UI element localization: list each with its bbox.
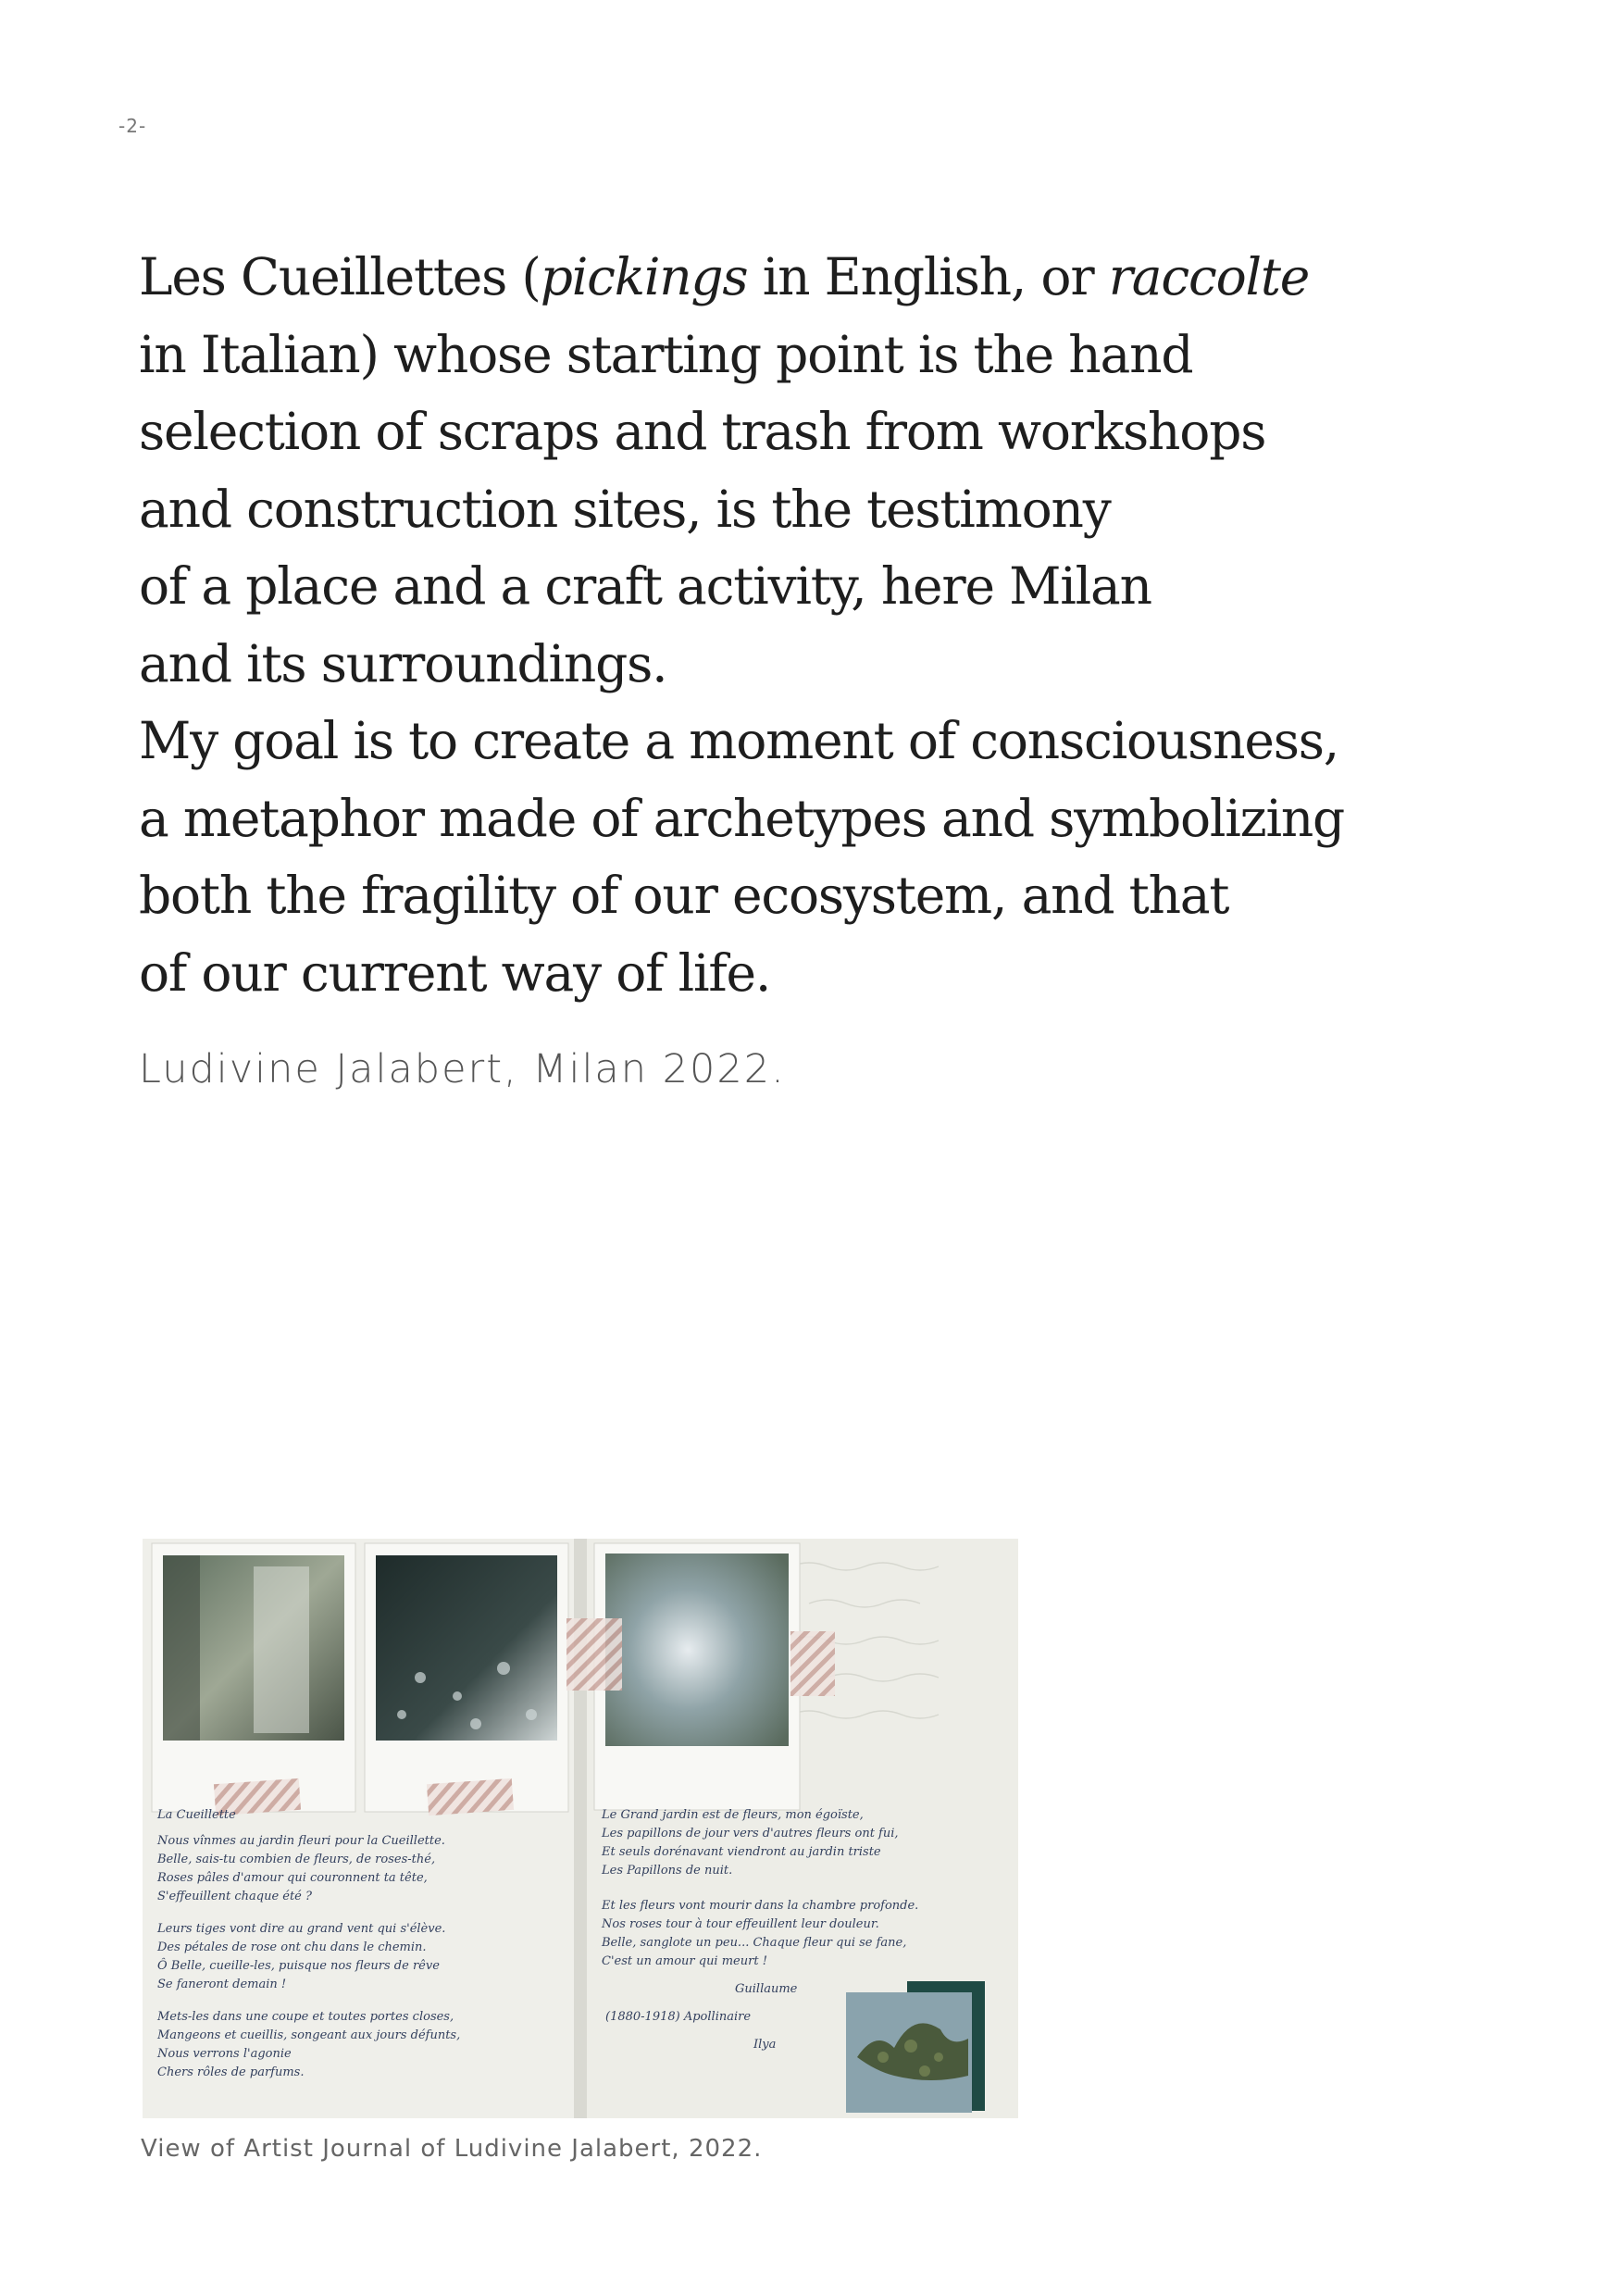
hw-left-6: Des pétales de rose ont chu dans le chemin. [157, 1940, 427, 1954]
hw-right-1: Les papillons de jour vers d'autres fleurs ont fui, [602, 1827, 899, 1841]
hw-left-10: Mangeons et cueillis, songeant aux jours défunts, [157, 2028, 461, 2042]
body-line-6: and its surroundings. [139, 633, 667, 693]
hw-left-8: Se faneront demain ! [157, 1978, 287, 1991]
body-line-9: both the fragility of our ecosystem, and that [139, 866, 1229, 925]
hw-right-4: Et les fleurs vont mourir dans la chambre profonde. [602, 1899, 919, 1913]
hw-left-11: Nous verrons l'agonie [157, 2047, 292, 2061]
page-number: -2- [118, 115, 147, 137]
body-line-5: of a place and a craft activity, here Milan [139, 556, 1151, 616]
hw-left-2: Belle, sais-tu combien de fleurs, de roses-thé, [157, 1853, 436, 1866]
italic-word-pickings: pickings [540, 247, 748, 306]
hw-right-9: (1880-1918) Apollinaire [605, 2010, 752, 2024]
hw-left-9: Mets-les dans une coupe et toutes portes closes, [157, 2010, 454, 2024]
figure-caption: View of Artist Journal of Ludivine Jalabert, 2022. [141, 2135, 763, 2163]
hw-right-7: C'est un amour qui meurt ! [602, 1954, 767, 1968]
journal-illustration [143, 1539, 1018, 2118]
hw-right-0: Le Grand jardin est de fleurs, mon égoïste, [602, 1808, 864, 1822]
journal-photo [143, 1539, 1018, 2118]
hw-left-1: Nous vînmes au jardin fleuri pour la Cueillette. [157, 1834, 445, 1848]
polaroid-photo-2 [365, 1543, 568, 1812]
hw-right-6: Belle, sanglote un peu... Chaque fleur qui se fane, [602, 1936, 907, 1950]
body-line-4: and construction sites, is the testimony [139, 479, 1111, 539]
hw-right-3: Les Papillons de nuit. [602, 1864, 733, 1878]
hw-left-5: Leurs tiges vont dire au grand vent qui s'élève. [157, 1922, 446, 1936]
hw-right-10: Ilya [753, 2038, 777, 2052]
italic-word-raccolte: raccolte [1108, 247, 1310, 306]
hw-left-12: Chers rôles de parfums. [157, 2065, 305, 2079]
body-paragraph [139, 239, 1527, 1012]
body-line-8: a metaphor made of archetypes and symbolizing [139, 788, 1345, 848]
washi-tape-3 [566, 1618, 622, 1691]
hw-right-8: Guillaume [735, 1982, 798, 1996]
body-line-1: Les Cueillettes (pickings in English, or raccolte [139, 247, 1310, 306]
hw-left-0: La Cueillette [157, 1808, 236, 1822]
hw-left-7: Ô Belle, cueille-les, puisque nos fleurs de rêve [157, 1959, 440, 1973]
polaroid-photo-3 [594, 1543, 800, 1810]
hw-left-3: Roses pâles d'amour qui couronnent ta tête, [157, 1871, 428, 1885]
body-line-3: selection of scraps and trash from workshops [139, 402, 1266, 461]
moss-tile [846, 1981, 985, 2113]
body-line-10: of our current way of life. [139, 942, 771, 1003]
hw-right-2: Et seuls dorénavant viendront au jardin triste [602, 1845, 881, 1859]
author-signature: Ludivine Jalabert, Milan 2022. [139, 1046, 786, 1092]
body-line-7: My goal is to create a moment of consciousness, [139, 711, 1339, 770]
hw-left-4: S'effeuillent chaque été ? [157, 1890, 312, 1903]
hw-right-5: Nos roses tour à tour effeuillent leur douleur. [602, 1917, 879, 1931]
washi-tape-2 [427, 1778, 514, 1816]
body-line-2: in Italian) whose starting point is the hand [139, 324, 1193, 384]
polaroid-photo-1 [152, 1543, 355, 1812]
washi-tape-4 [790, 1631, 835, 1696]
